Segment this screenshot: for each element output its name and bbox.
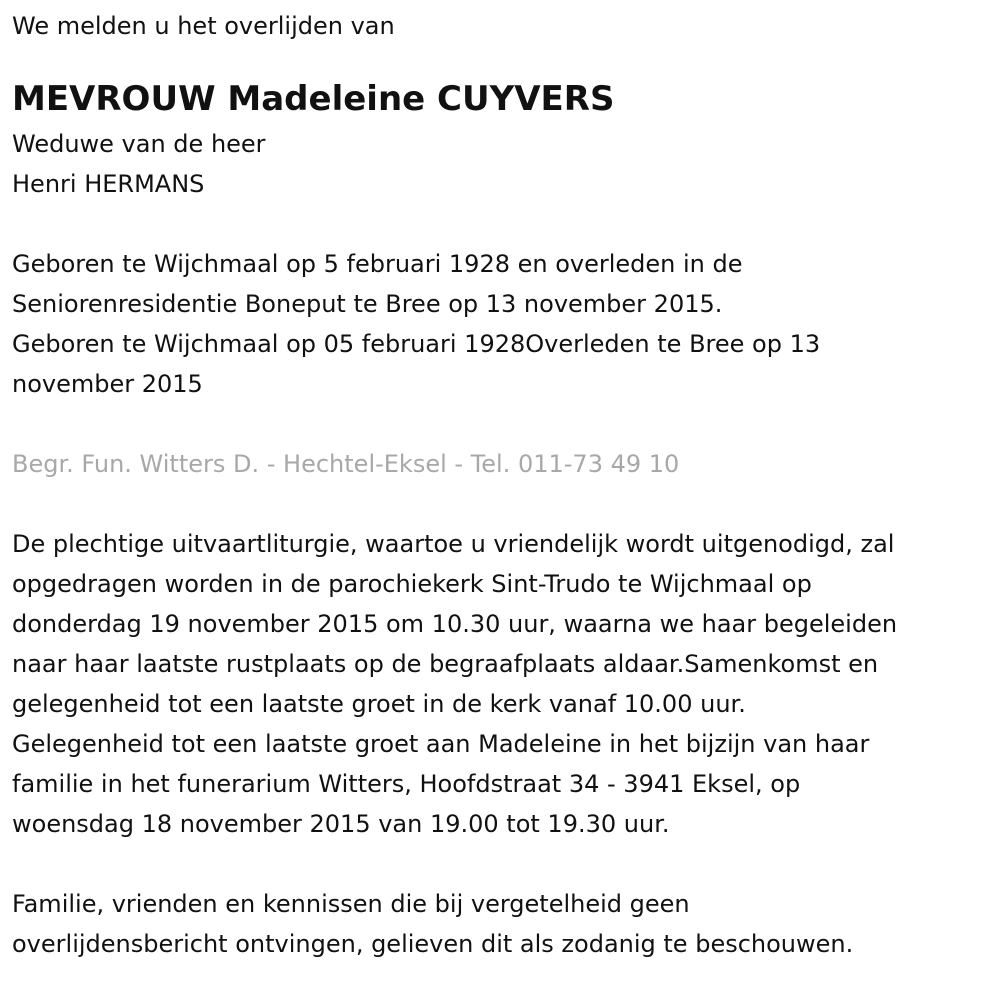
spacer	[12, 844, 988, 884]
closing-line: overlijdensbericht ontvingen, gelieven dit als zodanig te beschouwen.	[12, 930, 854, 958]
spacer	[12, 484, 988, 524]
funeral-home-info: Begr. Fun. Witters D. - Hechtel-Eksel - Tel. 011-73 49 10	[12, 450, 680, 478]
ceremony-line: De plechtige uitvaartliturgie, waartoe u vriendelijk wordt uitgenodigd, zal	[12, 530, 895, 558]
closing-block	[12, 884, 988, 964]
ceremony-line: naar haar laatste rustplaats op de begraafplaats aldaar.Samenkomst en	[12, 650, 879, 678]
ceremony-line: opgedragen worden in de parochiekerk Sint-Trudo te Wijchmaal op	[12, 570, 812, 598]
ceremony-line: gelegenheid tot een laatste groet in de kerk vanaf 10.00 uur.	[12, 690, 746, 718]
ceremony-line: woensdag 18 november 2015 van 19.00 tot 19.30 uur.	[12, 810, 670, 838]
ceremony-line: donderdag 19 november 2015 om 10.30 uur, waarna we haar begeleiden	[12, 610, 898, 638]
spouse-line: Weduwe van de heer	[12, 130, 266, 158]
birth-death-block	[12, 244, 988, 404]
closing-line: Familie, vrienden en kennissen die bij vergetelheid geen	[12, 890, 690, 918]
spacer	[12, 404, 988, 444]
ceremony-line: Gelegenheid tot een laatste groet aan Madeleine in het bijzijn van haar	[12, 730, 870, 758]
birth-death-line: Seniorenresidentie Boneput te Bree op 13 november 2015.	[12, 290, 723, 318]
birth-death-line: november 2015	[12, 370, 203, 398]
ceremony-block	[12, 524, 988, 844]
ceremony-line: familie in het funerarium Witters, Hoofdstraat 34 - 3941 Eksel, op	[12, 770, 801, 798]
spacer	[12, 204, 988, 244]
spouse-line: Henri HERMANS	[12, 170, 205, 198]
deceased-name: MEVROUW Madeleine CUYVERS	[12, 79, 615, 119]
intro-text: We melden u het overlijden van	[12, 12, 395, 40]
birth-death-line: Geboren te Wijchmaal op 05 februari 1928Overleden te Bree op 13	[12, 330, 821, 358]
spouse-block	[12, 124, 988, 204]
birth-death-line: Geboren te Wijchmaal op 5 februari 1928 en overleden in de	[12, 250, 743, 278]
